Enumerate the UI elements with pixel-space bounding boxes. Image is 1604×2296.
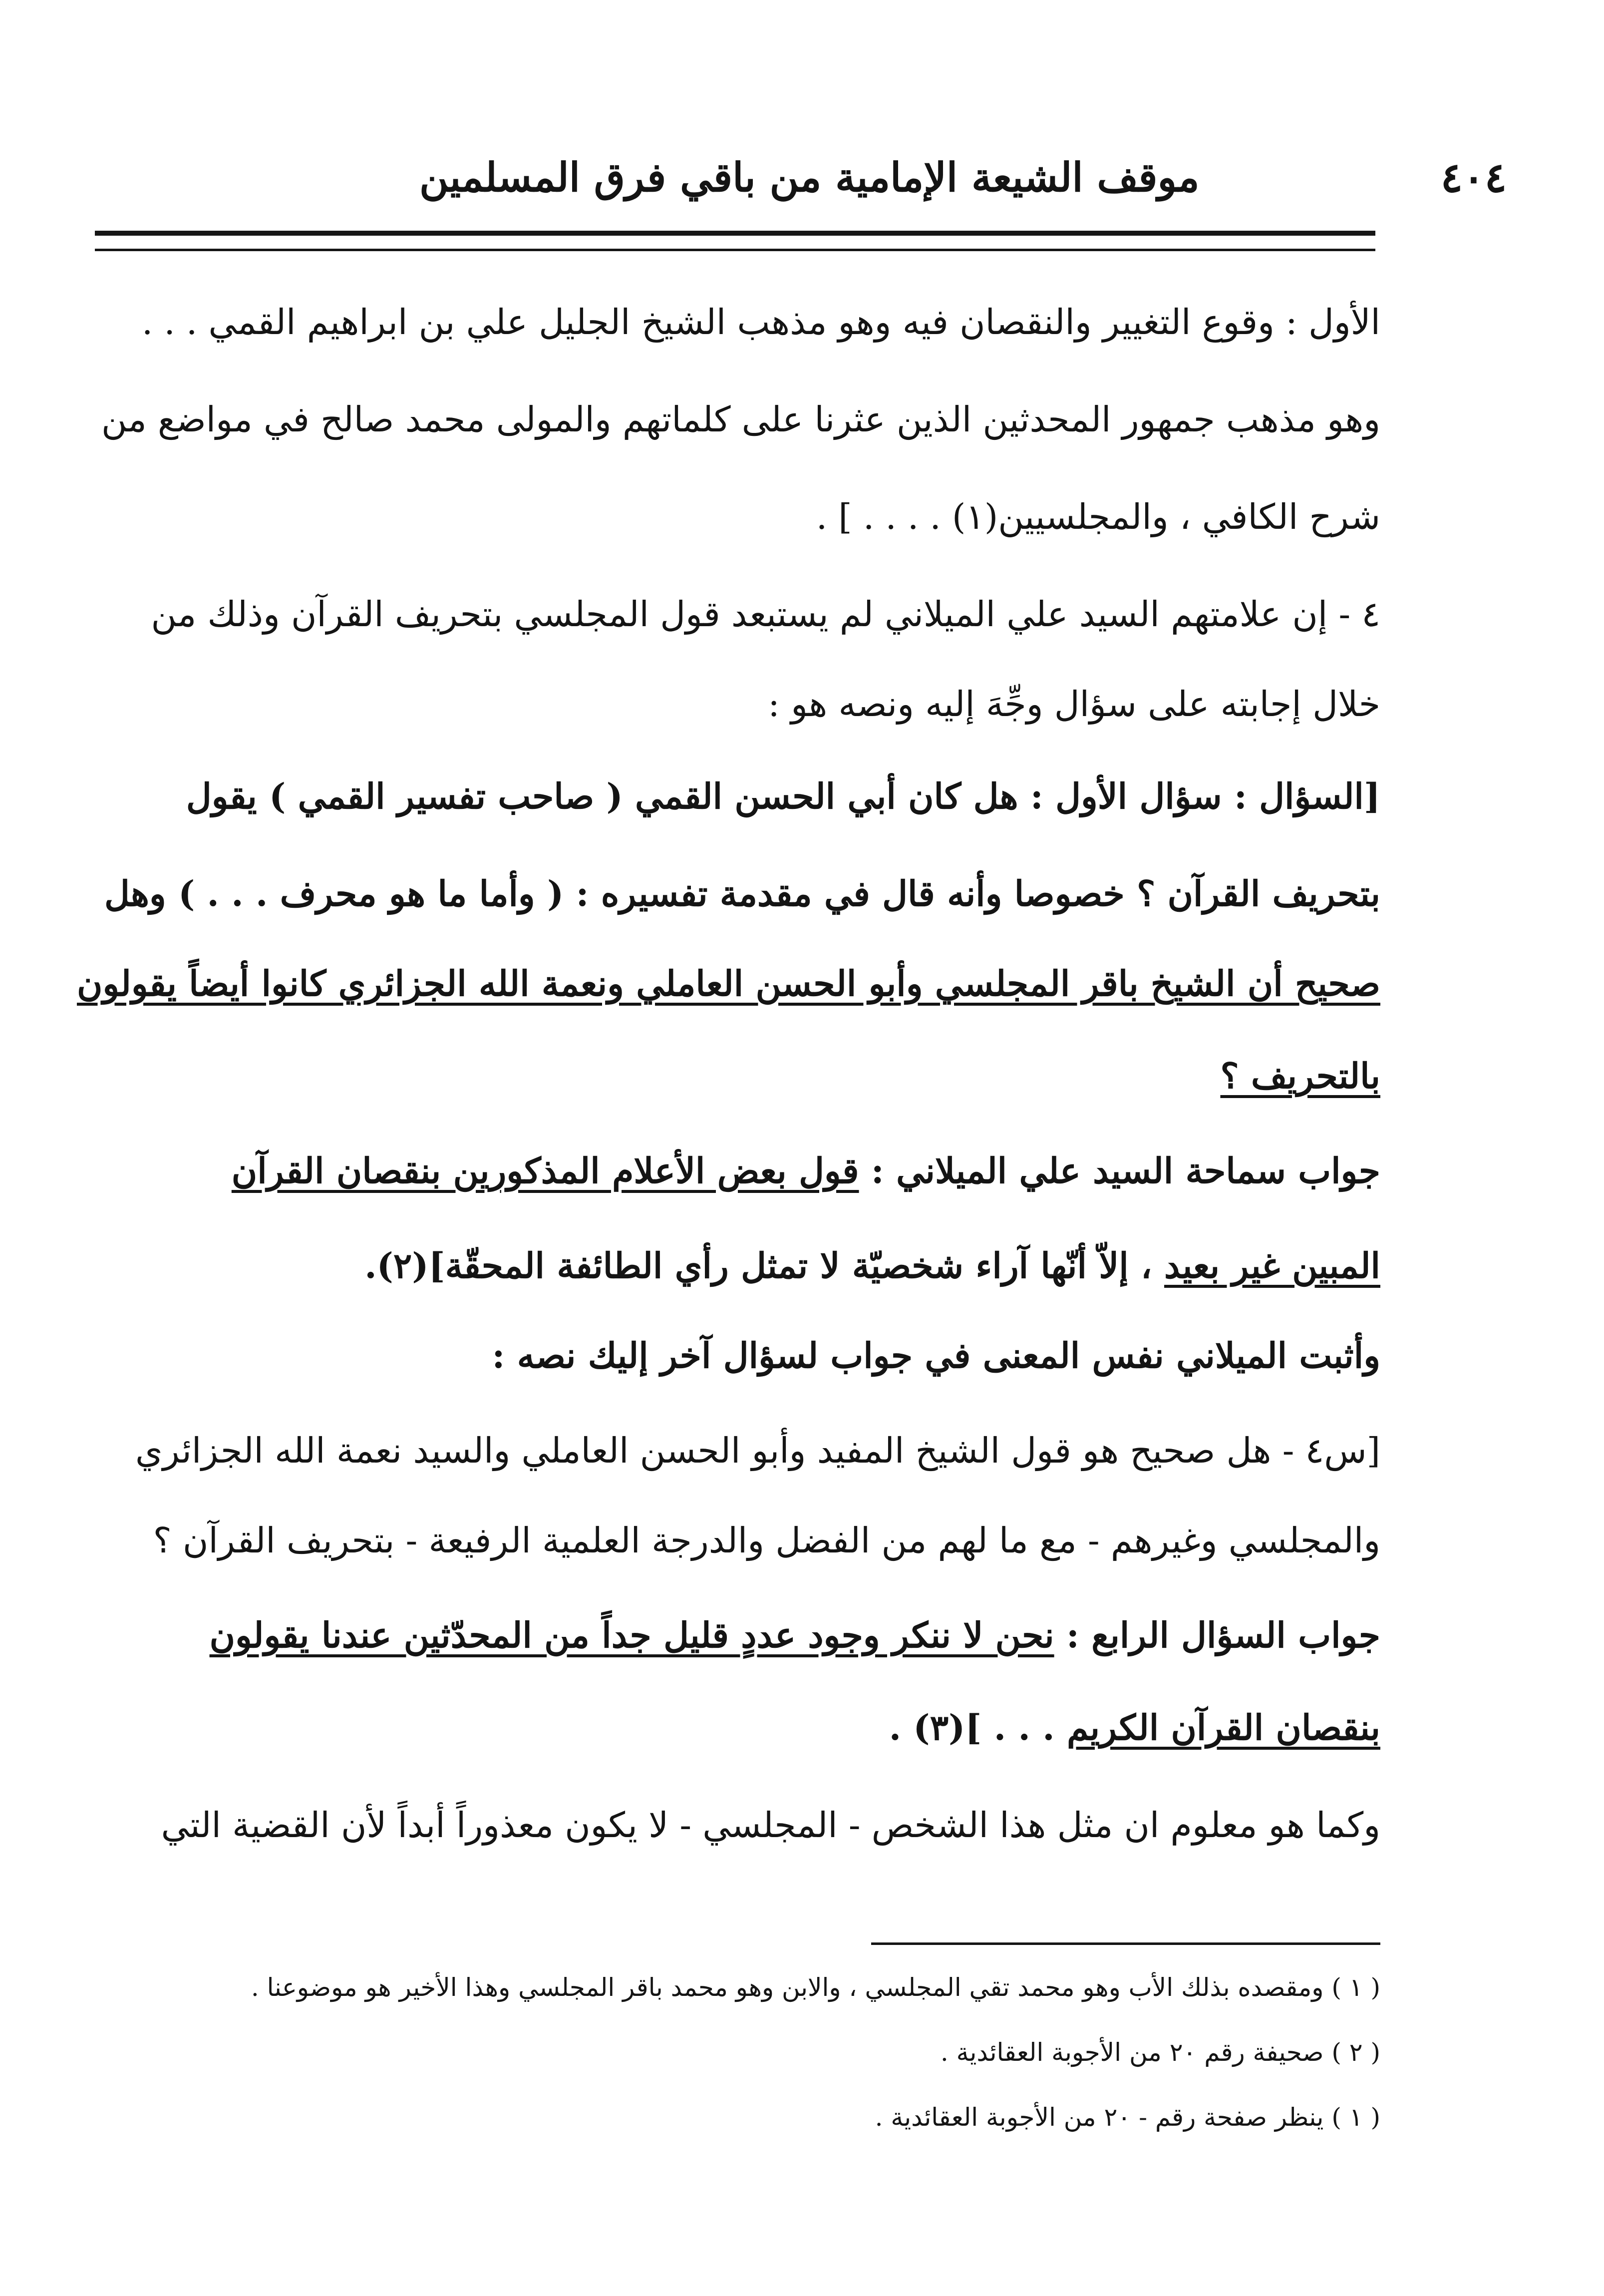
underlined-answer: قول بعض الأعلام المذكورين بنقصان القرآن [231, 1150, 859, 1191]
body-line-3: شرح الكافي ، والمجلسيين(١) . . . . ] . [816, 496, 1380, 537]
body-line-9 [120, 1051, 1380, 1101]
answer-continuation: ، إلاّ أنّها آراء شخصيّة لا تمثل رأي الطائفة المحقّة](٢). [364, 1245, 1164, 1286]
body-line-8 [76, 959, 1380, 1009]
page-number: ٤٠٤ [1440, 154, 1507, 202]
footnote-2: ( ٢ ) صحيفة رقم ٢٠ من الأجوبة العقائدية . [940, 2038, 1380, 2067]
body-line-12: وأثبت الميلاني نفس المعنى في جواب لسؤال آخر إليك نصه : [492, 1335, 1380, 1376]
body-line-11 [120, 1241, 1380, 1291]
body-line-5: خلال إجابته على سؤال وجِّهَ إليه ونصه هو : [768, 684, 1380, 725]
underlined-fourth-answer-end: بنقصان القرآن الكريم [1067, 1707, 1380, 1748]
header-rule-thick [95, 231, 1375, 236]
answer-label: جواب سماحة السيد علي الميلاني : [859, 1150, 1380, 1191]
body-line-4: ٤ - إن علامتهم السيد علي الميلاني لم يستبعد قول المجلسي بتحريف القرآن وذلك من [151, 594, 1380, 635]
underlined-question-end: بالتحريف ؟ [1220, 1055, 1380, 1097]
body-line-2: وهو مذهب جمهور المحدثين الذين عثرنا على كلماتهم والمولى محمد صالح في مواضع من [101, 399, 1380, 440]
body-line-16 [120, 1703, 1380, 1753]
body-line-15 [120, 1610, 1380, 1660]
footnote-separator [871, 1942, 1380, 1945]
body-line-13: [س٤ - هل صحيح هو قول الشيخ المفيد وأبو الحسن العاملي والسيد نعمة الله الجزائري [135, 1430, 1380, 1471]
page-header [95, 150, 1507, 210]
underlined-fourth-answer: نحن لا ننكر وجود عددٍ قليل جداً من المحدّثين عندنا يقولون [209, 1614, 1054, 1656]
footnote-3: ( ١ ) ينظر صفحة رقم - ٢٠ من الأجوبة العقائدية . [875, 2103, 1380, 2132]
body-line-14: والمجلسي وغيرهم - مع ما لهم من الفضل والدرجة العلمية الرفيعة - بتحريف القرآن ؟ [153, 1520, 1380, 1561]
underlined-answer-end: المبين غير بعيد [1164, 1245, 1380, 1286]
footnote-1: ( ١ ) ومقصده بذلك الأب وهو محمد تقي المجلسي ، والابن وهو محمد باقر المجلسي وهذا الأخير هو موضوعنا . [251, 1973, 1380, 2002]
body-line-1: الأول : وقوع التغيير والنقصان فيه وهو مذهب الشيخ الجليل علي بن ابراهيم القمي . . . [141, 302, 1380, 343]
underlined-question: صحيح أن الشيخ باقر المجلسي وأبو الحسن العاملي ونعمة الله الجزائري كانوا أيضاً يقولون [76, 963, 1380, 1004]
body-line-7: بتحريف القرآن ؟ خصوصا وأنه قال في مقدمة تفسيره : ( وأما ما هو محرف . . . ) وهل [104, 873, 1380, 914]
fourth-answer-close: . . . ](٣) . [889, 1707, 1067, 1748]
fourth-answer-label: جواب السؤال الرابع : [1054, 1614, 1380, 1656]
body-line-10 [120, 1146, 1380, 1196]
running-title: موقف الشيعة الإمامية من باقي فرق المسلمين [419, 154, 1200, 201]
body-line-17: وكما هو معلوم ان مثل هذا الشخص - المجلسي - لا يكون معذوراً أبداً لأن القضية التي [161, 1805, 1380, 1846]
header-rule-thin [95, 249, 1375, 251]
body-line-6: [السؤال : سؤال الأول : هل كان أبي الحسن القمي ( صاحب تفسير القمي ) يقول [186, 775, 1380, 817]
